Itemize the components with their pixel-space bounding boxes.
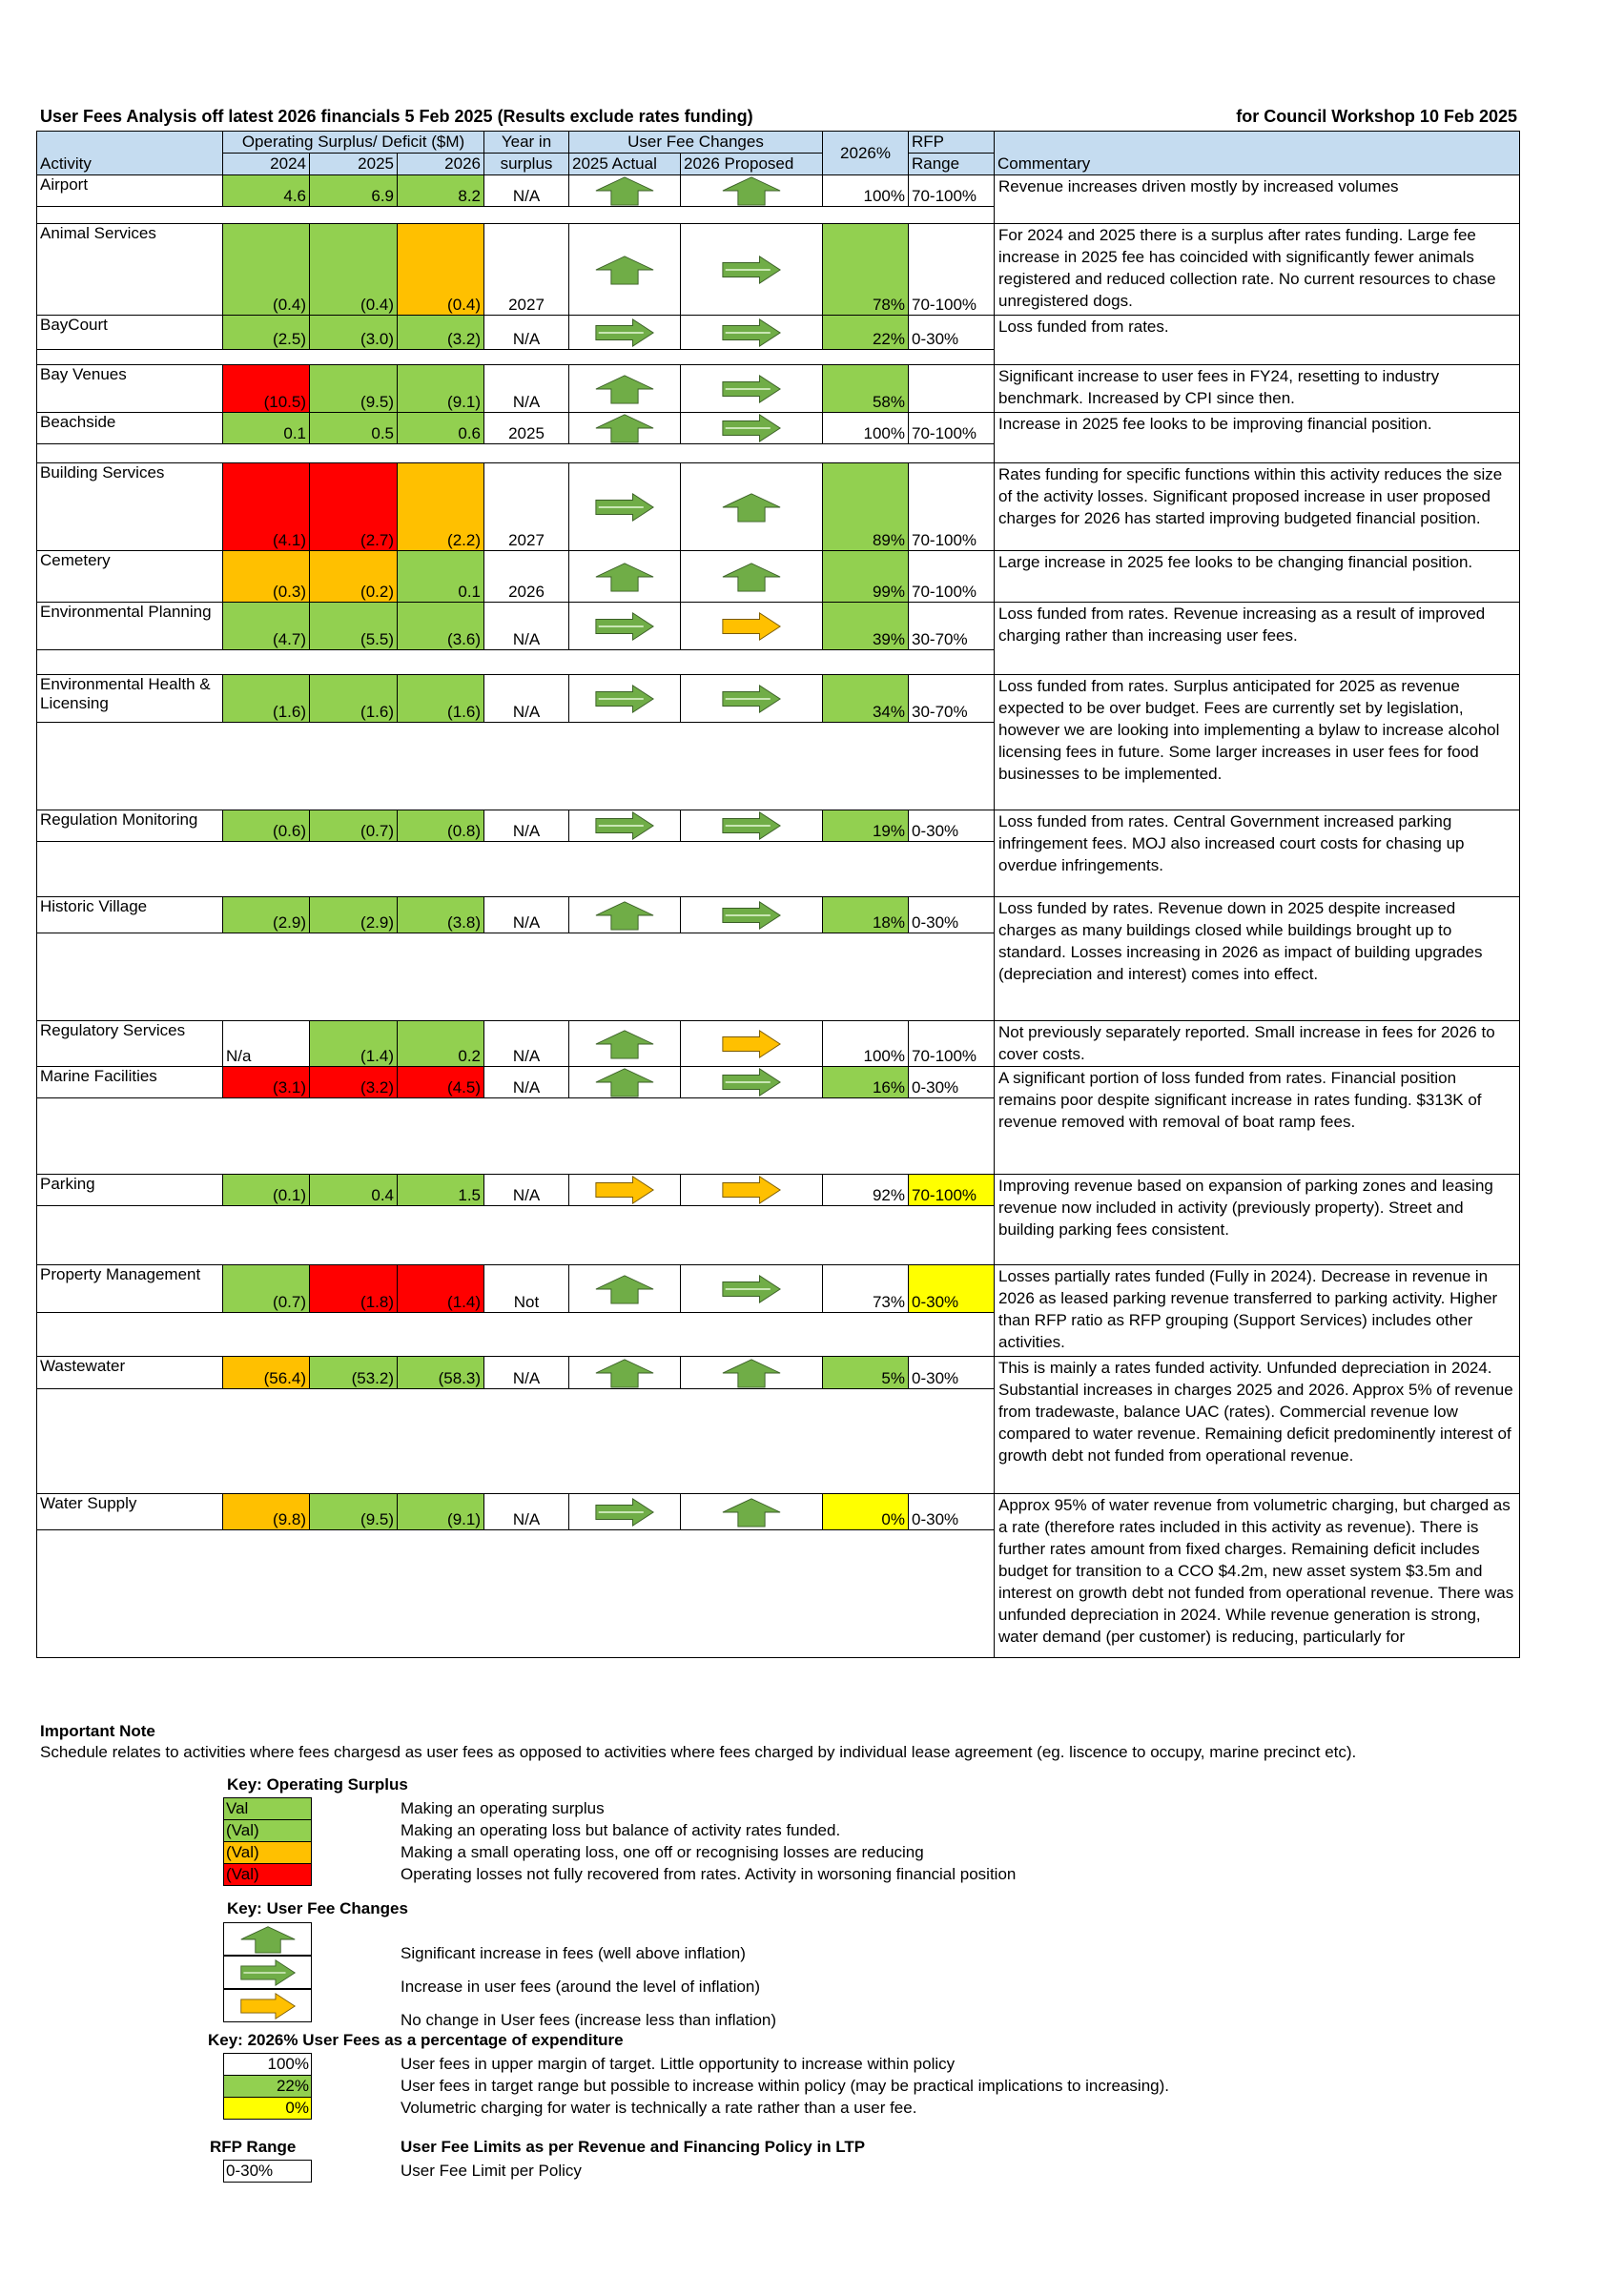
fee-change-2025-actual (569, 365, 681, 413)
surplus-2024: (0.4) (223, 224, 310, 316)
fee-change-2025-actual (569, 810, 681, 842)
key-pct-text: Volumetric charging for water is technically a rate rather than a user fee. (401, 2099, 917, 2117)
important-note (40, 1721, 1499, 1763)
spacer-cell (37, 1389, 995, 1494)
surplus-2026: (0.4) (398, 224, 484, 316)
document-title: User Fees Analysis off latest 2026 financials 5 Feb 2025 (Results exclude rates funding) (40, 107, 753, 126)
fee-change-2026-proposed (681, 1265, 823, 1313)
arrow-up-icon (590, 1274, 659, 1304)
fee-change-2025-actual (569, 1067, 681, 1098)
header-2025-actual: 2025 Actual (569, 154, 681, 175)
commentary: Large increase in 2025 fee looks to be changing financial position. (995, 551, 1520, 603)
activity-name: Regulation Monitoring (37, 810, 223, 842)
pct-2026: 5% (823, 1357, 909, 1389)
arrow-up-icon (717, 492, 786, 523)
surplus-2025: (1.4) (310, 1021, 398, 1067)
pct-2026: 78% (823, 224, 909, 316)
surplus-2024: (0.6) (223, 810, 310, 842)
commentary: Loss funded from rates. Revenue increasing as a result of improved charging rather than increasing user fees. (995, 603, 1520, 675)
key-pct-text: User fees in target range but possible to increase within policy (may be practical implications to increasing). (401, 2077, 1169, 2095)
pct-2026: 39% (823, 603, 909, 650)
key-fee-text: No change in User fees (increase less than inflation) (401, 2011, 777, 2029)
pct-2026: 99% (823, 551, 909, 603)
fee-change-2025-actual (569, 1265, 681, 1313)
fee-change-2026-proposed (681, 603, 823, 650)
year-in-surplus: 2027 (484, 224, 569, 316)
spacer-cell (37, 723, 995, 810)
header-2026: 2026 (398, 154, 484, 175)
surplus-2025: (2.7) (310, 463, 398, 551)
arrow-right-icon (233, 1958, 303, 1987)
surplus-2026: 8.2 (398, 175, 484, 207)
surplus-2025: (1.8) (310, 1265, 398, 1313)
arrow-right-orange-icon (717, 1175, 786, 1205)
spacer-cell (37, 350, 995, 365)
surplus-2024: (0.3) (223, 551, 310, 603)
activity-name: Regulatory Services (37, 1021, 223, 1067)
arrow-right-icon (590, 611, 659, 642)
table-row (37, 551, 1520, 603)
spacer-cell (37, 1206, 995, 1265)
key-pct-swatch: 22% (223, 2075, 312, 2098)
header-rfp: RFP (909, 132, 995, 154)
surplus-2025: 0.5 (310, 413, 398, 444)
year-in-surplus: 2027 (484, 463, 569, 551)
key-surplus-text: Making an operating loss but balance of activity rates funded. (401, 1821, 841, 1839)
activity-name: Marine Facilities (37, 1067, 223, 1098)
activity-name: Property Management (37, 1265, 223, 1313)
fee-change-2025-actual (569, 675, 681, 723)
key-fees-title: Key: User Fee Changes (227, 1899, 408, 1917)
arrow-right-icon (590, 318, 659, 348)
fee-change-2026-proposed (681, 810, 823, 842)
fee-change-2026-proposed (681, 463, 823, 551)
commentary: Improving revenue based on expansion of parking zones and leasing revenue now included in activity (previously property). Street and building parking fees consistent. (995, 1175, 1520, 1265)
surplus-2024: (56.4) (223, 1357, 310, 1389)
surplus-2024: 0.1 (223, 413, 310, 444)
arrow-right-orange-icon (717, 1029, 786, 1059)
arrow-right-icon (717, 374, 786, 404)
pct-2026: 0% (823, 1494, 909, 1530)
arrow-right-icon (717, 684, 786, 714)
key-surplus-swatch: (Val) (223, 1841, 312, 1864)
rfp-range: 70-100% (909, 463, 995, 551)
fee-change-2026-proposed (681, 551, 823, 603)
arrow-right-icon (717, 413, 786, 443)
surplus-2025: (0.7) (310, 810, 398, 842)
header-user-fee-changes: User Fee Changes (569, 132, 823, 154)
spacer-cell (37, 1530, 995, 1658)
commentary: Not previously separately reported. Small increase in fees for 2026 to cover costs. (995, 1021, 1520, 1067)
surplus-2026: (0.8) (398, 810, 484, 842)
surplus-2025: (1.6) (310, 675, 398, 723)
surplus-2026: (58.3) (398, 1357, 484, 1389)
key-pct-swatch: 0% (223, 2097, 312, 2120)
commentary: This is mainly a rates funded activity. Unfunded depreciation in 2024. Substantial increases in charges 2025 and 2026. Approx 5% of revenue from tradewaste, balance UAC (rates). Commercial revenue low compared to water revenue. Remaining deficit predominently interest of growth debt not funded from operational revenue. (995, 1357, 1520, 1494)
surplus-2026: (9.1) (398, 1494, 484, 1530)
arrow-right-icon (590, 492, 659, 523)
spacer-cell (37, 444, 995, 463)
key-pct-title: Key: 2026% User Fees as a percentage of expenditure (208, 2031, 624, 2049)
surplus-2024: (10.5) (223, 365, 310, 413)
pct-2026: 89% (823, 463, 909, 551)
rfp-range: 0-30% (909, 810, 995, 842)
arrow-up-icon (717, 1358, 786, 1388)
key-surplus-swatch: (Val) (223, 1819, 312, 1842)
year-in-surplus: N/A (484, 365, 569, 413)
key-surplus-text: Operating losses not fully recovered from rates. Activity in worsoning financial position (401, 1865, 1017, 1883)
surplus-2025: (3.2) (310, 1067, 398, 1098)
surplus-2026: (3.2) (398, 316, 484, 350)
surplus-2024: (2.9) (223, 897, 310, 933)
header-2026-pct: 2026% (823, 132, 909, 175)
surplus-2025: 0.4 (310, 1175, 398, 1206)
surplus-2025: (53.2) (310, 1357, 398, 1389)
key-surplus-swatch: Val (223, 1797, 312, 1820)
header-commentary: Commentary (995, 132, 1520, 175)
table-row (37, 1494, 1520, 1530)
pct-2026: 19% (823, 810, 909, 842)
key-fee-arrow-box (223, 1989, 312, 2022)
arrow-right-orange-icon (233, 1992, 303, 2020)
fee-change-2025-actual (569, 463, 681, 551)
commentary: Increase in 2025 fee looks to be improving financial position. (995, 413, 1520, 463)
important-note-title: Important Note (40, 1722, 155, 1740)
arrow-up-icon (590, 255, 659, 285)
commentary: Loss funded by rates. Revenue down in 2025 despite increased charges as many buildings closed while buildings brought up to standard. Losses increasing in 2026 as impact of building upgrades (depreciation and interest) comes into effect. (995, 897, 1520, 1021)
key-rfp-title: RFP Range (210, 2138, 297, 2156)
arrow-right-orange-icon (717, 611, 786, 642)
rfp-range: 70-100% (909, 1021, 995, 1067)
pct-2026: 92% (823, 1175, 909, 1206)
pct-2026: 18% (823, 897, 909, 933)
key-rfp-text: User Fee Limit per Policy (401, 2162, 582, 2180)
arrow-up-icon (717, 175, 786, 206)
surplus-2026: (9.1) (398, 365, 484, 413)
rfp-range: 70-100% (909, 224, 995, 316)
pct-2026: 16% (823, 1067, 909, 1098)
key-rfp-heading: User Fee Limits as per Revenue and Financing Policy in LTP (401, 2138, 866, 2156)
fee-change-2026-proposed (681, 316, 823, 350)
pct-2026: 22% (823, 316, 909, 350)
table-row (37, 463, 1520, 551)
surplus-2025: 6.9 (310, 175, 398, 207)
surplus-2024: (9.8) (223, 1494, 310, 1530)
fee-change-2025-actual (569, 413, 681, 444)
year-in-surplus: N/A (484, 603, 569, 650)
year-in-surplus: N/A (484, 175, 569, 207)
activity-name: Historic Village (37, 897, 223, 933)
commentary: Losses partially rates funded (Fully in 2024). Decrease in revenue in 2026 as leased parking revenue transferred to parking activity. Higher than RFP ratio as RFP grouping (Support Services) includes other activities. (995, 1265, 1520, 1357)
pct-2026: 34% (823, 675, 909, 723)
key-pct-swatch: 100% (223, 2053, 312, 2076)
commentary: For 2024 and 2025 there is a surplus after rates funding. Large fee increase in 2025 fee has coincided with significantly fewer animals registered and reduced collection rate. No current resources to chase unregistered dogs. (995, 224, 1520, 316)
spacer-cell (37, 207, 995, 224)
arrow-up-icon (590, 900, 659, 931)
arrow-up-icon (717, 562, 786, 592)
key-pct-text: User fees in upper margin of target. Little opportunity to increase within policy (401, 2055, 956, 2073)
spacer-cell (37, 933, 995, 1021)
commentary: Rates funding for specific functions within this activity reduces the size of the activity losses. Significant proposed increase in user proposed charges for 2026 has started improving budgeted financial position. (995, 463, 1520, 551)
arrow-up-icon (590, 175, 659, 206)
commentary: Loss funded from rates. (995, 316, 1520, 365)
spacer-cell (37, 842, 995, 897)
fee-change-2026-proposed (681, 413, 823, 444)
fee-change-2025-actual (569, 1175, 681, 1206)
fee-change-2026-proposed (681, 1067, 823, 1098)
fee-change-2025-actual (569, 897, 681, 933)
surplus-2025: (0.2) (310, 551, 398, 603)
fee-change-2025-actual (569, 551, 681, 603)
surplus-2026: 0.6 (398, 413, 484, 444)
surplus-2025: (9.5) (310, 1494, 398, 1530)
pct-2026: 73% (823, 1265, 909, 1313)
activity-name: Beachside (37, 413, 223, 444)
fee-change-2026-proposed (681, 1357, 823, 1389)
rfp-range: 70-100% (909, 551, 995, 603)
surplus-2024: (4.1) (223, 463, 310, 551)
surplus-2025: (3.0) (310, 316, 398, 350)
surplus-2024: (3.1) (223, 1067, 310, 1098)
pct-2026: 100% (823, 1021, 909, 1067)
rfp-range: 30-70% (909, 603, 995, 650)
year-in-surplus: N/A (484, 316, 569, 350)
year-in-surplus: N/A (484, 1067, 569, 1098)
year-in-surplus: N/A (484, 1357, 569, 1389)
table-row (37, 224, 1520, 316)
activity-name: Environmental Health & Licensing (37, 675, 223, 723)
commentary: Loss funded from rates. Surplus anticipated for 2025 as revenue expected to be over budget. Fees are currently set by legislation, however we are looking into implementing a bylaw to increase alcohol licensing fees in future. Some larger increases in user fees for food businesses to be implemented. (995, 675, 1520, 810)
spacer-cell (37, 1313, 995, 1357)
table-row (37, 1175, 1520, 1206)
year-in-surplus: N/A (484, 1021, 569, 1067)
key-fee-arrow-box (223, 1956, 312, 1989)
year-in-surplus: N/A (484, 1494, 569, 1530)
fee-change-2026-proposed (681, 1175, 823, 1206)
rfp-range: 0-30% (909, 1067, 995, 1098)
fee-change-2025-actual (569, 1494, 681, 1530)
surplus-2025: (2.9) (310, 897, 398, 933)
rfp-range (909, 365, 995, 413)
table-row (37, 413, 1520, 444)
header-operating-surplus: Operating Surplus/ Deficit ($M) (223, 132, 484, 154)
header-year-in: Year in (484, 132, 569, 154)
arrow-right-icon (717, 810, 786, 841)
rfp-range: 0-30% (909, 1357, 995, 1389)
fee-change-2026-proposed (681, 1021, 823, 1067)
year-in-surplus: 2026 (484, 551, 569, 603)
table-row (37, 1357, 1520, 1389)
workshop-label: for Council Workshop 10 Feb 2025 (1236, 107, 1517, 126)
commentary: Significant increase to user fees in FY24, resetting to industry benchmark. Increased by CPI since then. (995, 365, 1520, 413)
fee-change-2025-actual (569, 1357, 681, 1389)
surplus-2026: 0.2 (398, 1021, 484, 1067)
pct-2026: 58% (823, 365, 909, 413)
year-in-surplus: N/A (484, 897, 569, 933)
arrow-up-icon (590, 1067, 659, 1097)
surplus-2026: (3.6) (398, 603, 484, 650)
fee-change-2025-actual (569, 175, 681, 207)
arrow-right-icon (717, 1274, 786, 1304)
rfp-range: 0-30% (909, 316, 995, 350)
fee-change-2025-actual (569, 1021, 681, 1067)
surplus-2024: (2.5) (223, 316, 310, 350)
year-in-surplus: N/A (484, 810, 569, 842)
table-row (37, 675, 1520, 723)
header-2026-proposed: 2026 Proposed (681, 154, 823, 175)
key-fee-text: Increase in user fees (around the level of inflation) (401, 1978, 761, 1996)
table-row (37, 603, 1520, 650)
table-row (37, 1067, 1520, 1098)
surplus-2026: (3.8) (398, 897, 484, 933)
header-activity: Activity (37, 132, 223, 175)
rfp-range: 30-70% (909, 675, 995, 723)
surplus-2026: (2.2) (398, 463, 484, 551)
arrow-up-icon (590, 562, 659, 592)
fee-change-2026-proposed (681, 224, 823, 316)
surplus-2024: N/a (223, 1021, 310, 1067)
surplus-2024: (1.6) (223, 675, 310, 723)
user-fees-table (36, 131, 1520, 1658)
important-note-text: Schedule relates to activities where fees chargesd as user fees as opposed to activities where fees charged by individual lease agreement (eg. liscence to occupy, marine precinct etc). (40, 1743, 1357, 1761)
activity-name: Animal Services (37, 224, 223, 316)
arrow-right-icon (590, 684, 659, 714)
fee-change-2025-actual (569, 603, 681, 650)
pct-2026: 100% (823, 413, 909, 444)
surplus-2026: (1.6) (398, 675, 484, 723)
table-row (37, 810, 1520, 842)
arrow-right-icon (717, 900, 786, 931)
surplus-2024: (0.7) (223, 1265, 310, 1313)
activity-name: BayCourt (37, 316, 223, 350)
surplus-2026: (1.4) (398, 1265, 484, 1313)
key-rfp-box: 0-30% (223, 2160, 312, 2183)
activity-name: Bay Venues (37, 365, 223, 413)
key-fee-arrow-box (223, 1922, 312, 1956)
surplus-2024: 4.6 (223, 175, 310, 207)
year-in-surplus: Not (484, 1265, 569, 1313)
surplus-2026: 1.5 (398, 1175, 484, 1206)
arrow-right-icon (717, 1067, 786, 1097)
surplus-2025: (0.4) (310, 224, 398, 316)
table-row (37, 175, 1520, 207)
table-row (37, 316, 1520, 350)
arrow-up-icon (590, 1358, 659, 1388)
header-2024: 2024 (223, 154, 310, 175)
commentary: Revenue increases driven mostly by increased volumes (995, 175, 1520, 224)
commentary: A significant portion of loss funded from rates. Financial position remains poor despite significant increase in rates funding. $313K of revenue removed with removal of boat ramp fees. (995, 1067, 1520, 1175)
pct-2026: 100% (823, 175, 909, 207)
commentary: Loss funded from rates. Central Government increased parking infringement fees. MOJ also increased court costs for chasing up overdue infringements. (995, 810, 1520, 897)
fee-change-2026-proposed (681, 897, 823, 933)
arrow-up-icon (233, 1925, 303, 1954)
key-surplus-text: Making a small operating loss, one off or recognising losses are reducing (401, 1843, 924, 1861)
activity-name: Cemetery (37, 551, 223, 603)
year-in-surplus: N/A (484, 1175, 569, 1206)
arrow-up-icon (717, 1497, 786, 1527)
arrow-right-icon (590, 810, 659, 841)
rfp-range: 0-30% (909, 1494, 995, 1530)
arrow-right-icon (717, 318, 786, 348)
rfp-range: 70-100% (909, 175, 995, 207)
table-row (37, 1265, 1520, 1313)
arrow-right-icon (717, 255, 786, 285)
fee-change-2026-proposed (681, 1494, 823, 1530)
arrow-up-icon (590, 374, 659, 404)
surplus-2025: (5.5) (310, 603, 398, 650)
activity-name: Water Supply (37, 1494, 223, 1530)
key-surplus-swatch: (Val) (223, 1863, 312, 1886)
fee-change-2026-proposed (681, 675, 823, 723)
fee-change-2026-proposed (681, 175, 823, 207)
year-in-surplus: N/A (484, 675, 569, 723)
year-in-surplus: 2025 (484, 413, 569, 444)
spacer-cell (37, 650, 995, 675)
key-surplus-title: Key: Operating Surplus (227, 1775, 408, 1794)
arrow-up-icon (590, 1029, 659, 1059)
rfp-range: 0-30% (909, 897, 995, 933)
arrow-right-orange-icon (590, 1175, 659, 1205)
header-surplus: surplus (484, 154, 569, 175)
rfp-range: 70-100% (909, 413, 995, 444)
activity-name: Wastewater (37, 1357, 223, 1389)
surplus-2024: (0.1) (223, 1175, 310, 1206)
rfp-range: 0-30% (909, 1265, 995, 1313)
fee-change-2025-actual (569, 224, 681, 316)
surplus-2024: (4.7) (223, 603, 310, 650)
activity-name: Building Services (37, 463, 223, 551)
key-fee-text: Significant increase in fees (well above inflation) (401, 1944, 746, 1962)
activity-name: Environmental Planning (37, 603, 223, 650)
table-row (37, 365, 1520, 413)
commentary: Approx 95% of water revenue from volumetric charging, but charged as a rate (therefore rates included in this activity as revenue). There is further rates amount from fixed charges. Remaining deficit includes budget for transition to a CCO $4.2m, new asset system $3.5m and interest on growth debt not funded from operational revenue. There was unfunded depreciation in 2024. While revenue generation is strong, water demand (per customer) is reducing, particularly for (995, 1494, 1520, 1658)
fee-change-2026-proposed (681, 365, 823, 413)
rfp-range: 70-100% (909, 1175, 995, 1206)
surplus-2025: (9.5) (310, 365, 398, 413)
header-range: Range (909, 154, 995, 175)
arrow-up-icon (590, 413, 659, 443)
activity-name: Airport (37, 175, 223, 207)
surplus-2026: 0.1 (398, 551, 484, 603)
header-2025: 2025 (310, 154, 398, 175)
table-row (37, 897, 1520, 933)
surplus-2026: (4.5) (398, 1067, 484, 1098)
table-row (37, 1021, 1520, 1067)
fee-change-2025-actual (569, 316, 681, 350)
activity-name: Parking (37, 1175, 223, 1206)
arrow-right-icon (590, 1497, 659, 1527)
key-surplus-text: Making an operating surplus (401, 1799, 605, 1817)
spacer-cell (37, 1098, 995, 1175)
